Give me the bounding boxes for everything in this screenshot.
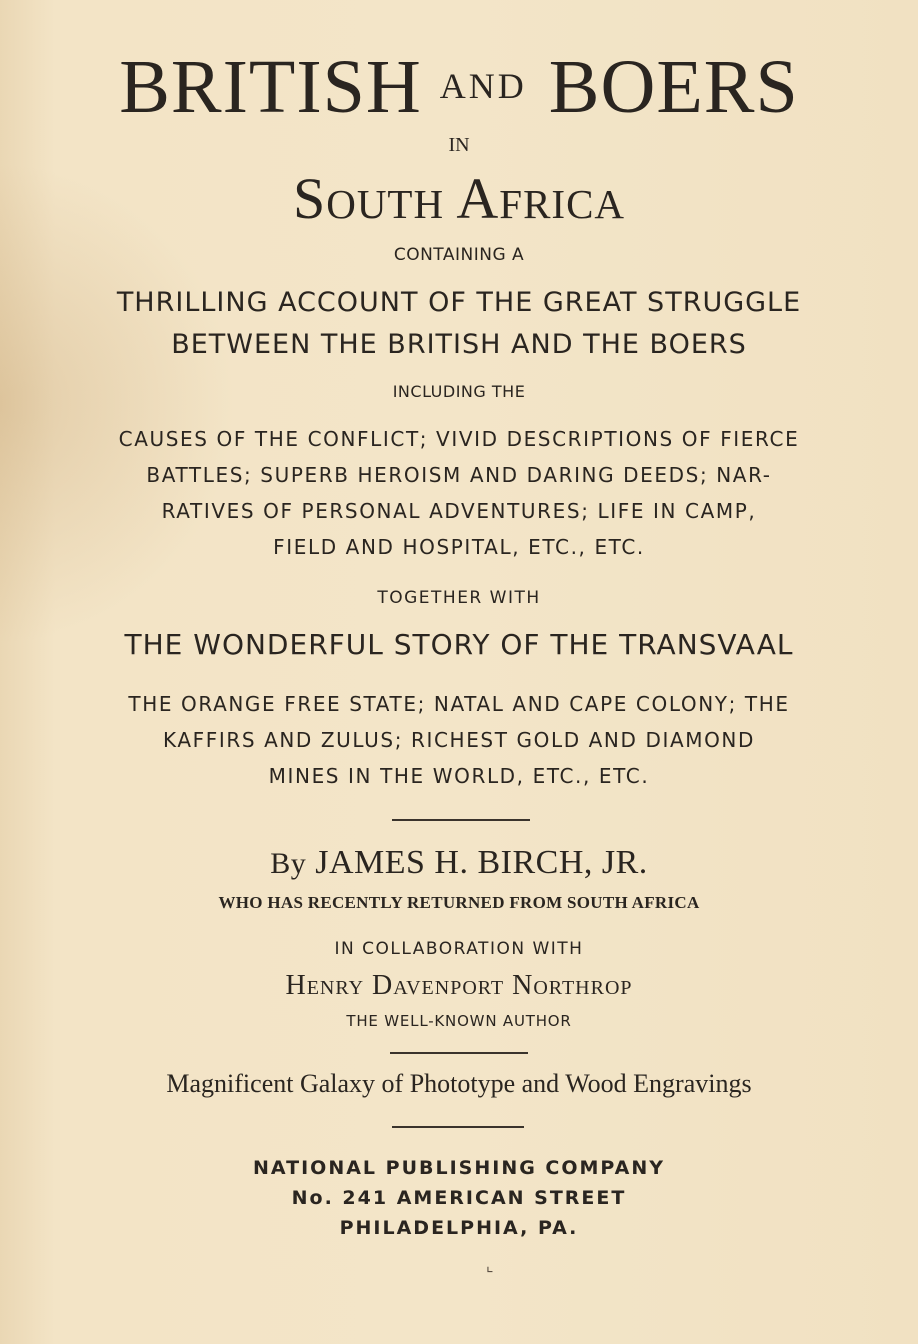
printer-mark-icon: ⌞ — [486, 1256, 494, 1275]
causes-line: CAUSES OF THE CONFLICT; VIVID DESCRIPTIONS OF FIERCE — [118, 427, 800, 451]
orange-free-state-line: KAFFIRS AND ZULUS; RICHEST GOLD AND DIAMOND — [162, 728, 755, 752]
title-south-africa: South Africa — [292, 166, 626, 231]
causes-line: RATIVES OF PERSONAL ADVENTURES; LIFE IN CAMP, — [161, 499, 757, 523]
thrilling-account-line1: THRILLING ACCOUNT OF THE GREAT STRUGGLE — [116, 287, 802, 318]
collaboration-label: IN COLLABORATION WITH — [334, 939, 584, 959]
author-credential: WHO HAS RECENTLY RETURNED FROM SOUTH AFRICA — [218, 893, 700, 912]
title-british: BRITISH — [119, 45, 422, 129]
causes-line: FIELD AND HOSPITAL, ETC., ETC. — [273, 535, 645, 559]
containing-label: CONTAINING A — [393, 245, 525, 265]
divider-rule — [392, 1126, 524, 1128]
by-label: By — [270, 847, 307, 880]
divider-rule — [392, 819, 530, 821]
orange-free-state-line: MINES IN THE WORLD, ETC., ETC. — [268, 764, 650, 788]
wonderful-story-heading: THE WONDERFUL STORY OF THE TRANSVAAL — [124, 628, 794, 661]
coauthor-note: THE WELL-KNOWN AUTHOR — [346, 1012, 572, 1030]
causes-line: BATTLES; SUPERB HEROISM AND DARING DEEDS; NAR- — [146, 463, 772, 487]
author-byline — [0, 842, 918, 885]
coauthor-name: Henry Davenport Northrop — [285, 970, 633, 1001]
title-boers: BOERS — [548, 45, 799, 129]
illustrations-note: Magnificent Galaxy of Phototype and Wood Engravings — [166, 1069, 752, 1098]
orange-free-state-line: THE ORANGE FREE STATE; NATAL AND CAPE COLONY; THE — [128, 692, 790, 716]
divider-rule — [390, 1052, 528, 1054]
publisher-address: No. 241 AMERICAN STREET — [291, 1187, 627, 1209]
title-in: IN — [448, 134, 470, 156]
publisher-name: NATIONAL PUBLISHING COMPANY — [253, 1157, 665, 1179]
thrilling-account-line2: BETWEEN THE BRITISH AND THE BOERS — [171, 329, 747, 360]
title-and: AND — [439, 66, 527, 106]
together-with-label: TOGETHER WITH — [377, 588, 541, 608]
author-name: JAMES H. BIRCH, JR. — [315, 844, 648, 881]
including-label: INCLUDING THE — [392, 382, 526, 401]
main-title-line1 — [0, 44, 918, 129]
publisher-city: PHILADELPHIA, PA. — [339, 1217, 579, 1239]
